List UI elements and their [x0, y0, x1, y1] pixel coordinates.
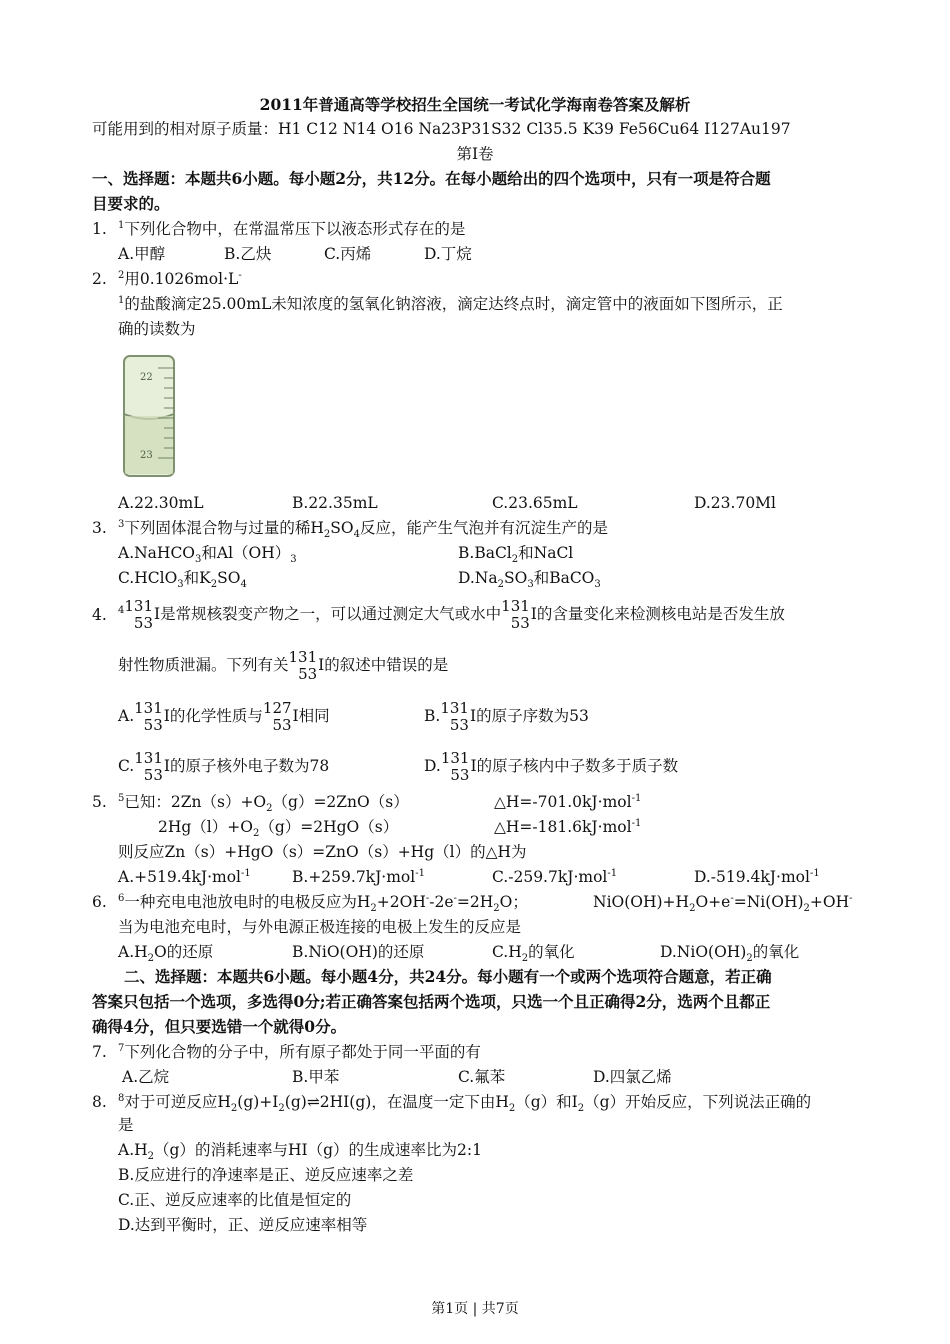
option-a: A.NaHCO$_3$和$Al(OH)_3$ — [118, 544, 297, 566]
question-number: 6. — [92, 893, 107, 911]
question-number: 3. — [92, 519, 107, 537]
option-c: C.正、逆反应速率的比值是恒定的 — [118, 1191, 352, 1209]
electrode-reaction: $NiO(OH)+H_2O+e^-=Ni(OH)_2+OH^-$ — [593, 892, 853, 915]
option-b: B.反应进行的净速率是正、逆反应速率之差 — [118, 1166, 414, 1184]
nuclide-i131: 131 53 — [440, 699, 469, 734]
question-number: 8. — [92, 1093, 107, 1111]
document-title: 2011年普通高等学校招生全国统一考试化学海南卷答案及解析 — [259, 95, 691, 114]
option-c: $C.H_2$的氧化 — [492, 943, 575, 965]
option-c: C.HClO$_3$和$K_2SO_4$ — [118, 569, 247, 591]
option-b: B.BaCl$_2$和NaCl — [458, 544, 574, 566]
question-stem: $^6$一种充电电池放电时的电极反应为$H_2+2OH^--2e^-=2H_2O$； — [118, 892, 528, 915]
option-d: D.丁烷 — [424, 245, 472, 263]
option-b: B. 131 53 I的原子序数为53 — [424, 699, 589, 734]
option-c: C. 131 53 I的原子核外电子数为78 — [118, 749, 330, 784]
atomic-masses: 可能用到的相对原子质量：H1 C12 N14 O16 Na23P31S32 Cl35.5 K39 Fe56Cu64 I127Au197 — [92, 120, 791, 138]
option-a: A.乙烷 — [122, 1068, 170, 1086]
question-stem: $^7$下列化合物的分子中，所有原子都处于同一平面的有 — [118, 1042, 481, 1061]
section2-heading-cont: 答案只包括一个选项，多选得0分;若正确答案包括两个选项，只选一个且正确得2分，选两个且都正 — [92, 992, 771, 1011]
option-c: C.氟苯 — [458, 1068, 506, 1086]
option-c: C.丙烯 — [324, 245, 372, 263]
question-stem: $^8$对于可逆反应$H_2(g)+I_2(g)\rightleftharpoons 2HI(g)$，在温度一定下由$H_2(g)$和$I_2(g)$开始反应，下列说法正确的 — [118, 1092, 812, 1115]
option-b: B.22.35mL — [292, 494, 378, 512]
question-stem-cont: $^1$的盐酸滴定25.00mL未知浓度的氢氧化钠溶液，滴定达终点时，滴定管中的液面如下图所示，正 — [118, 294, 783, 313]
question-stem-cont: 当为电池充电时，与外电源正极连接的电极上发生的反应是 — [118, 918, 522, 936]
option-d: $D.NiO(OH)_2$的氧化 — [660, 943, 800, 965]
question-number: 7. — [92, 1043, 107, 1061]
section2-heading-cont: 确得4分，但只要选错一个就得0分。 — [92, 1017, 347, 1036]
question-stem-cont: 确的读数为 — [118, 320, 196, 338]
section1-heading-cont: 目要求的。 — [92, 194, 170, 213]
option-b: B.甲苯 — [292, 1068, 340, 1086]
nuclide-i131: 131 53 — [288, 648, 318, 683]
equation-2: $2Hg(l)+O_2(g)=2HgO(s)$ — [158, 818, 399, 840]
question-number: 5. — [92, 793, 107, 811]
option-b: B.+259.7kJ·mol$^{-1}$ — [292, 867, 425, 886]
question-stem: $^1$下列化合物中，在常温常压下以液态形式存在的是 — [118, 219, 466, 238]
section2-heading: 二、选择题：本题共6小题。每小题4分，共24分。每小题有一个或两个选项符合题意，若正确 — [124, 967, 772, 986]
option-c: C.23.65mL — [492, 494, 578, 512]
nuclide-i131: 131 53 — [134, 749, 163, 784]
question-number: 4. — [92, 606, 107, 624]
option-a: A.+519.4kJ·mol$^{-1}$ — [118, 867, 251, 886]
option-b: B.NiO(OH)的还原 — [292, 943, 425, 961]
option-d: D. 131 53 I的原子核内中子数多于质子数 — [424, 749, 679, 784]
option-d: D.23.70Ml — [694, 494, 777, 512]
option-a: $A.H_2O$的还原 — [118, 943, 214, 965]
option-b: B.乙炔 — [224, 245, 272, 263]
burette-label-23: 23 — [140, 450, 153, 461]
nuclide-i131: 131 53 — [501, 597, 530, 632]
option-a: A.甲醇 — [118, 245, 166, 263]
question-stem-cont: 是 — [118, 1116, 134, 1134]
enthalpy-1: △H=-701.0kJ·mol$^{-1}$ — [494, 792, 642, 811]
question-stem-cont: 射性物质泄漏。下列有关 131 53 I的叙述中错误的是 — [118, 648, 449, 683]
equation-1: $^5$已知：$2Zn(s)+O_2(g)=2ZnO(s)$ — [118, 792, 409, 815]
nuclide-i127: 127 53 — [262, 699, 292, 734]
nuclide-i131: 131 53 — [124, 597, 154, 632]
section1-heading: 一、选择题：本题共6小题。每小题2分，共12分。在每小题给出的四个选项中，只有一项是符合题 — [92, 169, 771, 188]
nuclide-i131: 131 53 — [134, 699, 163, 734]
option-a: A. 131 53 I的化学性质与 127 53 I相同 — [118, 699, 330, 734]
nuclide-i131: 131 53 — [440, 749, 470, 784]
burette-label-22: 22 — [140, 372, 153, 383]
question-stem: $^3$下列固体混合物与过量的稀$H_2SO_4$反应，能产生气泡并有沉淀生产的是 — [118, 518, 608, 541]
volume-heading: 第I卷 — [456, 145, 494, 163]
option-a: A.22.30mL — [118, 494, 204, 512]
page-footer: 第1页 | 共7页 — [431, 1301, 519, 1317]
option-d: $D.Na_2SO_3$和BaCO$_3$ — [458, 569, 601, 591]
enthalpy-2: △H=-181.6kJ·mol$^{-1}$ — [494, 817, 642, 836]
burette-figure — [118, 354, 184, 480]
option-d: D.-519.4kJ·mol$^{-1}$ — [694, 867, 820, 886]
option-d: D.四氯乙烯 — [593, 1068, 672, 1086]
option-c: C.-259.7kJ·mol$^{-1}$ — [492, 867, 618, 886]
option-a: $A.H_2(g)$的消耗速率与HI（g）的生成速率比为2:1 — [118, 1141, 482, 1163]
question-number: 1. — [92, 220, 107, 238]
question-number: 2. — [92, 270, 107, 288]
question-stem: 则反应Zn（s）+HgO（s）=ZnO（s）+Hg（l）的△H为 — [118, 843, 527, 861]
option-d: D.达到平衡时，正、逆反应速率相等 — [118, 1216, 368, 1234]
question-stem: $^4$ 131 53 I是常规核裂变产物之一，可以通过测定大气或水中 131 53 I的含量变化来检测核电站是否发生放 — [118, 597, 785, 632]
question-stem: $^2$用0.1026mol·L- — [118, 269, 242, 288]
